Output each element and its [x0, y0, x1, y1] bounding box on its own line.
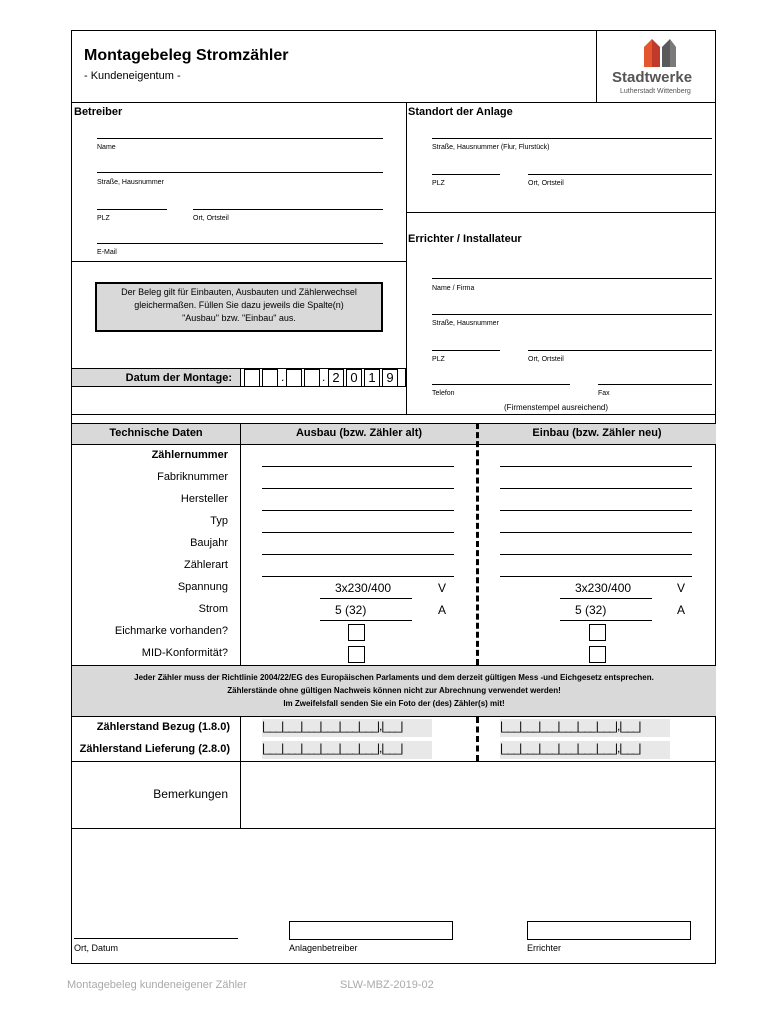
- errichter-ort-label: Ort, Ortsteil: [528, 356, 564, 363]
- page-title: Montagebeleg Stromzähler: [84, 47, 289, 64]
- bemerkungen-label: Bemerkungen: [153, 787, 228, 801]
- betreiber-strasse-label: Straße, Hausnummer: [97, 179, 164, 186]
- einbau-unit: A: [677, 603, 686, 617]
- ausbau-checkbox[interactable]: [348, 646, 365, 663]
- bemerkungen-field[interactable]: [242, 763, 714, 826]
- tech-row-label: Eichmarke vorhanden?: [114, 625, 228, 637]
- betreiber-heading: Betreiber: [74, 106, 123, 118]
- footer-left: Montagebeleg kundeneigener Zähler: [67, 979, 247, 991]
- errichter-name-label: Name / Firma: [432, 285, 475, 292]
- errichter-fax-label: Fax: [598, 390, 610, 397]
- einbau-checkbox[interactable]: [589, 646, 606, 663]
- errichter-plz-label: PLZ: [432, 356, 445, 363]
- standort-strasse-label: Straße, Hausnummer (Flur, Flurstück): [432, 144, 550, 151]
- tech-col3: Einbau (bzw. Zähler neu): [532, 427, 662, 439]
- tech-row-label: Zählernummer: [151, 449, 228, 461]
- einbau-value[interactable]: 3x230/400: [575, 581, 632, 595]
- einbau-field-line[interactable]: [500, 466, 692, 467]
- betreiber-plz-label: PLZ: [97, 215, 110, 222]
- tech-col2: Ausbau (bzw. Zähler alt): [295, 427, 423, 439]
- ausbau-field-line[interactable]: [262, 466, 454, 467]
- ausbau-lieferung-field[interactable]: |___|___|___|___|___|___|,|___|: [262, 741, 432, 759]
- datum-year-3: 1: [364, 369, 380, 387]
- errichter-heading: Errichter / Installateur: [408, 233, 522, 245]
- ausbau-field-line[interactable]: [262, 554, 454, 555]
- datum-label: Datum der Montage:: [72, 368, 240, 387]
- betreiber-ort-label: Ort, Ortsteil: [193, 215, 229, 222]
- ausbau-unit: V: [438, 581, 447, 595]
- ausbau-value[interactable]: 3x230/400: [335, 581, 392, 595]
- tech-row-label: Typ: [210, 515, 228, 527]
- datum-day-2[interactable]: [262, 369, 278, 387]
- datum-year-1: 2: [328, 369, 344, 387]
- datum-year-4: 9: [382, 369, 398, 387]
- datum-month-1[interactable]: [286, 369, 302, 387]
- ausbau-checkbox[interactable]: [348, 624, 365, 641]
- ausbau-field-line[interactable]: [262, 576, 454, 577]
- datum-year-2: 0: [346, 369, 362, 387]
- ausbau-value[interactable]: 5 (32): [335, 603, 367, 617]
- ausbau-field-line[interactable]: [262, 532, 454, 533]
- einbau-bezug-field[interactable]: |___|___|___|___|___|___|,|___|: [500, 719, 670, 737]
- datum-day-1[interactable]: [244, 369, 260, 387]
- betreiber-name-label: Name: [97, 144, 116, 151]
- errichter-telefon-label: Telefon: [432, 390, 455, 397]
- tech-row-label: Hersteller: [180, 493, 228, 505]
- errichter-stempel-note: (Firmenstempel ausreichend): [504, 403, 609, 412]
- stadtwerke-logo: Stadtwerke Lutherstadt Wittenberg: [600, 35, 714, 99]
- tech-row-label: Strom: [198, 603, 228, 615]
- tech-row-label: Baujahr: [190, 537, 228, 549]
- standort-heading: Standort der Anlage: [408, 106, 513, 118]
- standort-plz-label: PLZ: [432, 180, 445, 187]
- einbau-unit: V: [677, 581, 686, 595]
- zaehlerstand-lieferung-label: Zählerstand Lieferung (2.8.0): [79, 743, 230, 755]
- einbau-checkbox[interactable]: [589, 624, 606, 641]
- einbau-value[interactable]: 5 (32): [575, 603, 607, 617]
- einbau-lieferung-field[interactable]: |___|___|___|___|___|___|,|___|: [500, 741, 670, 759]
- logo-icon: [600, 35, 714, 69]
- ausbau-bezug-field[interactable]: |___|___|___|___|___|___|,|___|: [262, 719, 432, 737]
- ausbau-field-line[interactable]: [262, 510, 454, 511]
- tech-col1: Technische Daten: [109, 427, 203, 439]
- tech-row-label: Fabriknummer: [157, 471, 228, 483]
- footer-right: SLW-MBZ-2019-02: [340, 979, 434, 991]
- betreiber-email-label: E-Mail: [97, 249, 117, 256]
- sig-errichter-field[interactable]: [527, 921, 691, 940]
- einbau-field-line[interactable]: [500, 532, 692, 533]
- directive-box: Jeder Zähler muss der Richtlinie 2004/22/EG des Europäischen Parlaments und dem derzeit gültigen Mess -und Eichgesetz entsprechen. Zählerstände ohne gültigen Nachweis können nicht zur Abrechnung verwendet werden! Im Zweifelsfall senden Sie ein Foto der (des) Zähler(s) mit!: [72, 665, 716, 717]
- notice-box: Der Beleg gilt für Einbauten, Ausbauten und Zählerwechsel gleichermaßen. Füllen Sie dazu jeweils die Spalte(n) "Ausbau" bzw. "Einbau" aus.: [95, 282, 383, 332]
- einbau-field-line[interactable]: [500, 510, 692, 511]
- zaehlerstand-bezug-label: Zählerstand Bezug (1.8.0): [96, 721, 230, 733]
- errichter-strasse-label: Straße, Hausnummer: [432, 320, 499, 327]
- sig-ort-datum-label: Ort, Datum: [74, 943, 119, 953]
- datum-month-2[interactable]: [304, 369, 320, 387]
- sig-errichter-label: Errichter: [527, 943, 562, 953]
- page-subtitle: - Kundeneigentum -: [84, 70, 181, 82]
- ausbau-unit: A: [438, 603, 447, 617]
- ausbau-field-line[interactable]: [262, 488, 454, 489]
- tech-row-label: Zählerart: [183, 559, 228, 571]
- einbau-field-line[interactable]: [500, 576, 692, 577]
- standort-ort-label: Ort, Ortsteil: [528, 180, 564, 187]
- sig-anlagenbetreiber-field[interactable]: [289, 921, 453, 940]
- einbau-field-line[interactable]: [500, 488, 692, 489]
- sig-anlagenbetreiber-label: Anlagenbetreiber: [289, 943, 358, 953]
- einbau-field-line[interactable]: [500, 554, 692, 555]
- tech-row-label: Spannung: [177, 581, 228, 593]
- tech-row-label: MID-Konformität?: [141, 647, 228, 659]
